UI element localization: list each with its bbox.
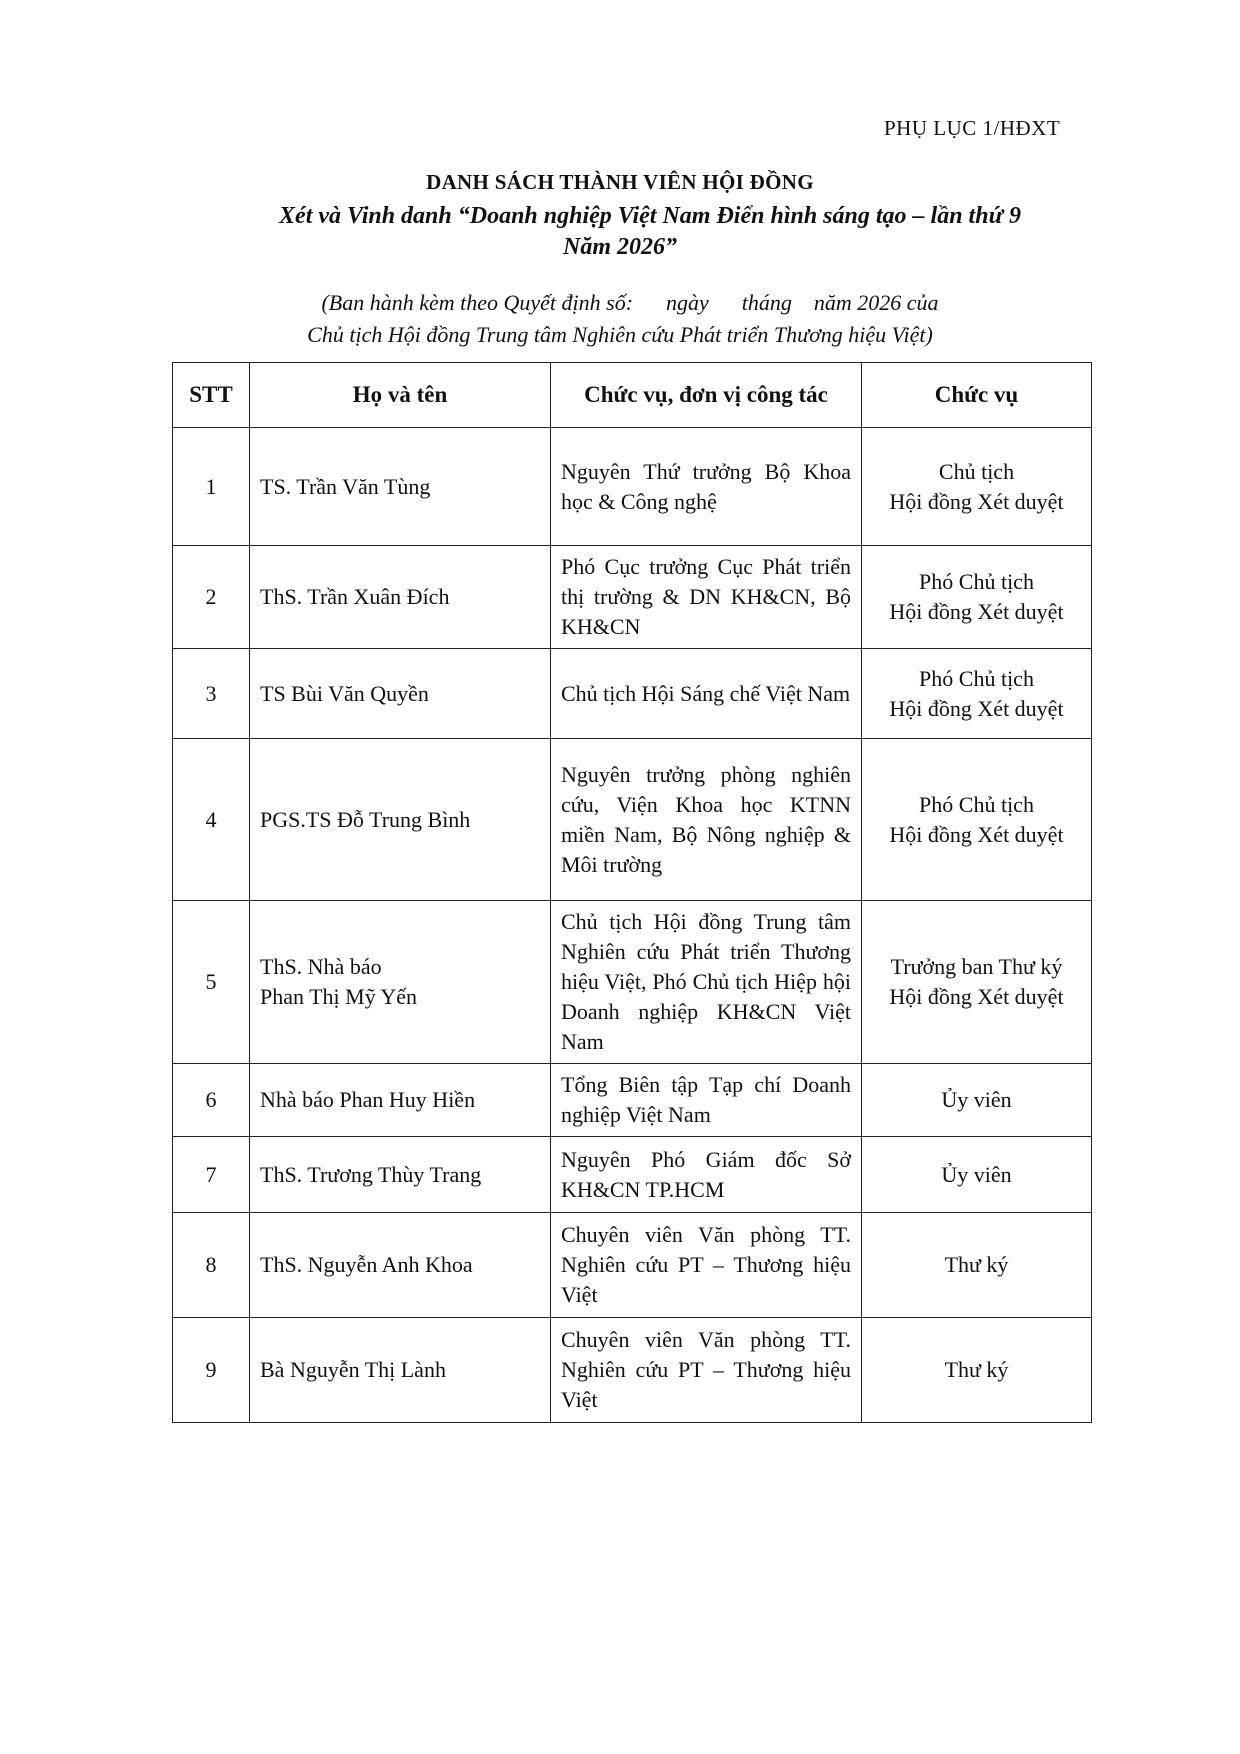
cell-role: Trưởng ban Thư ký Hội đồng Xét duyệt [862,901,1092,1064]
cell-name: ThS. Nguyễn Anh Khoa [250,1213,551,1318]
cell-stt: 9 [173,1318,250,1423]
cell-name: ThS. Trần Xuân Đích [250,546,551,649]
cell-name: PGS.TS Đỗ Trung Bình [250,739,551,901]
cell-stt: 8 [173,1213,250,1318]
header-stt: STT [173,363,250,428]
cell-stt: 4 [173,739,250,901]
header-name: Họ và tên [250,363,551,428]
cell-stt: 1 [173,428,250,546]
table-row [173,649,1092,739]
table-header-row [173,363,1092,428]
table-row [173,1213,1092,1318]
cell-unit: Chủ tịch Hội đồng Trung tâm Nghiên cứu Phát triển Thương hiệu Việt, Phó Chủ tịch Hiệp hội Doanh nghiệp KH&CN Việt Nam [551,901,862,1064]
cell-stt: 6 [173,1064,250,1137]
table-row [173,1064,1092,1137]
cell-unit: Chuyên viên Văn phòng TT. Nghiên cứu PT – Thương hiệu Việt [551,1318,862,1423]
cell-role: Chủ tịch Hội đồng Xét duyệt [862,428,1092,546]
cell-stt: 7 [173,1137,250,1213]
cell-role: Thư ký [862,1318,1092,1423]
cell-name: Nhà báo Phan Huy Hiền [250,1064,551,1137]
cell-stt: 3 [173,649,250,739]
cell-role: Ủy viên [862,1064,1092,1137]
issued-note-line-1: (Ban hành kèm theo Quyết định số: ngày tháng năm 2026 của [321,290,939,315]
cell-unit: Phó Cục trưởng Cục Phát triển thị trường & DN KH&CN, Bộ KH&CN [551,546,862,649]
header-unit: Chức vụ, đơn vị công tác [551,363,862,428]
subtitle-line-2: Năm 2026” [563,234,677,260]
cell-unit: Nguyên Phó Giám đốc Sở KH&CN TP.HCM [551,1137,862,1213]
members-table [172,362,1092,1423]
table-row [173,739,1092,901]
cell-role: Thư ký [862,1213,1092,1318]
table-row [173,1318,1092,1423]
cell-unit: Tổng Biên tập Tạp chí Doanh nghiệp Việt Nam [551,1064,862,1137]
cell-unit: Chuyên viên Văn phòng TT. Nghiên cứu PT – Thương hiệu Việt [551,1213,862,1318]
subtitle-line-1: Xét và Vinh danh “Doanh nghiệp Việt Nam Điển hình sáng tạo – lần thứ 9 [279,203,1021,229]
cell-stt: 5 [173,901,250,1064]
cell-name: ThS. Trương Thùy Trang [250,1137,551,1213]
cell-unit: Nguyên Thứ trưởng Bộ Khoa học & Công nghệ [551,428,862,546]
cell-role: Ủy viên [862,1137,1092,1213]
cell-name: ThS. Nhà báo Phan Thị Mỹ Yến [250,901,551,1064]
cell-name: Bà Nguyễn Thị Lành [250,1318,551,1423]
cell-name: TS. Trần Văn Tùng [250,428,551,546]
table-row [173,901,1092,1064]
cell-role: Phó Chủ tịch Hội đồng Xét duyệt [862,649,1092,739]
annex-label: PHỤ LỤC 1/HĐXT [884,116,1061,140]
cell-role: Phó Chủ tịch Hội đồng Xét duyệt [862,546,1092,649]
document-title: DANH SÁCH THÀNH VIÊN HỘI ĐỒNG [426,170,814,194]
table-row [173,546,1092,649]
cell-unit: Nguyên trưởng phòng nghiên cứu, Viện Khoa học KTNN miền Nam, Bộ Nông nghiệp & Môi trường [551,739,862,901]
table-row [173,428,1092,546]
cell-stt: 2 [173,546,250,649]
cell-name: TS Bùi Văn Quyền [250,649,551,739]
table-row [173,1137,1092,1213]
cell-role: Phó Chủ tịch Hội đồng Xét duyệt [862,739,1092,901]
header-role: Chức vụ [862,363,1092,428]
cell-unit: Chủ tịch Hội Sáng chế Việt Nam [551,649,862,739]
issued-note-line-2: Chủ tịch Hội đồng Trung tâm Nghiên cứu Phát triển Thương hiệu Việt) [307,322,933,347]
